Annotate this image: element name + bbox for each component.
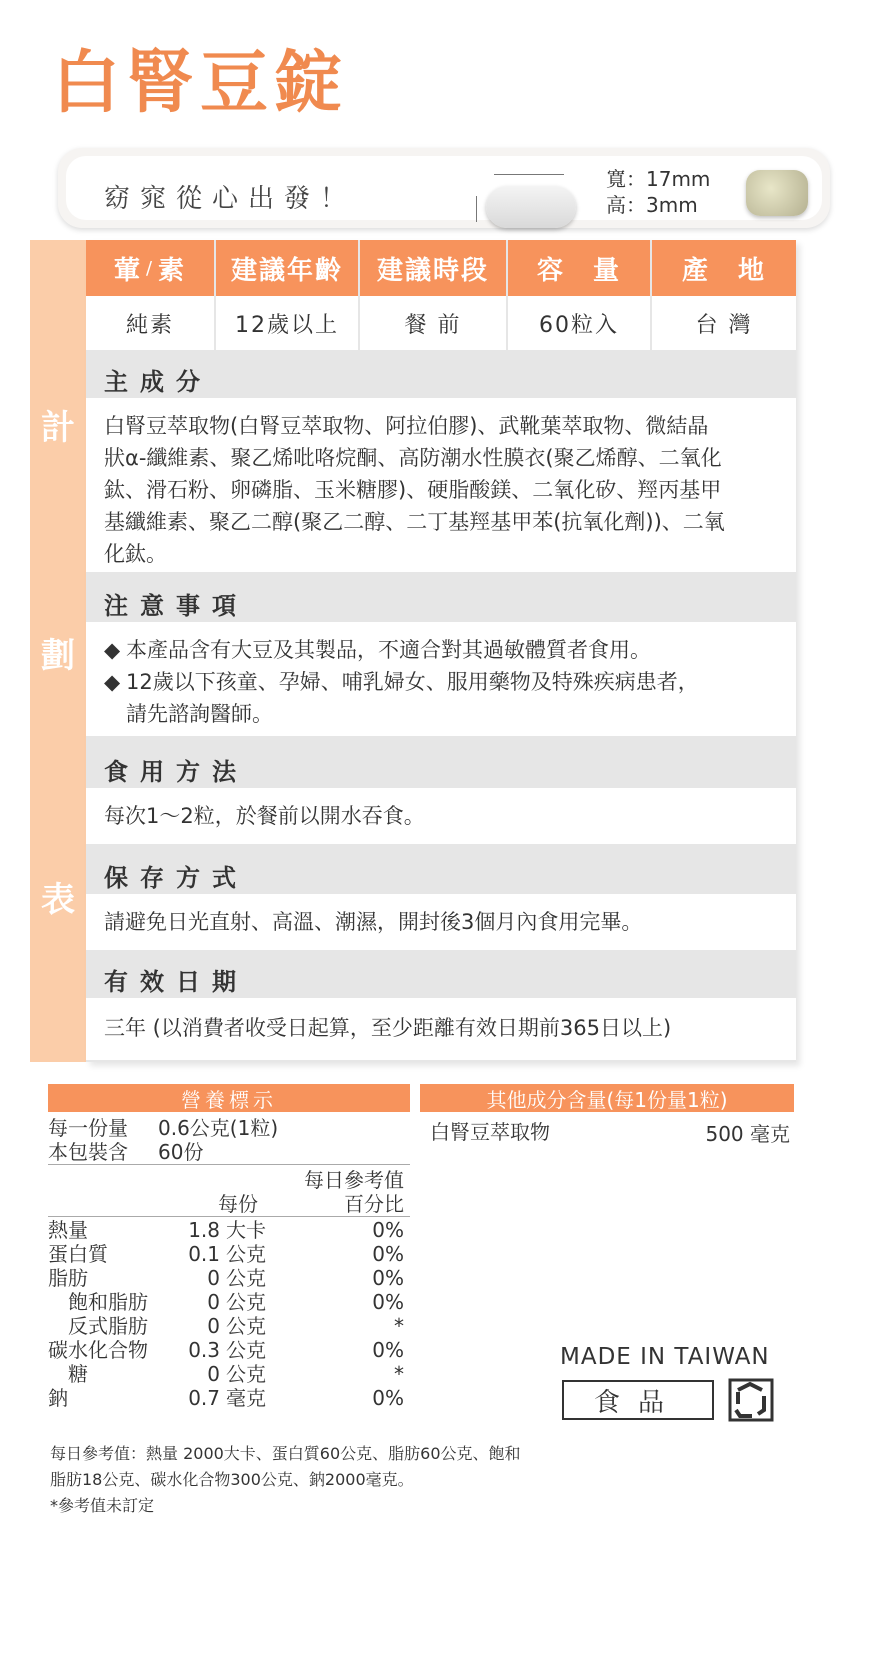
pack-label: 本包裝含	[48, 1140, 128, 1164]
caution-body	[86, 622, 796, 736]
slogan-text: 窈窕從心出發！	[104, 184, 357, 214]
nutrient-unit: 大卡	[226, 1218, 266, 1242]
nutrient-amount: 0	[207, 1290, 220, 1314]
header-vegan	[86, 240, 214, 296]
nutrient-amount: 0	[207, 1266, 220, 1290]
side-label-2: 劃	[41, 636, 75, 676]
nutrient-name: 糖	[68, 1362, 88, 1386]
nutrient-dv: 0%	[372, 1386, 404, 1410]
value-timing: 餐 前	[360, 296, 506, 350]
header-vegan-a: 葷	[113, 255, 142, 286]
nutrient-amount: 0.7	[188, 1386, 220, 1410]
tablet-crosssection-image	[746, 170, 808, 216]
storage-body	[86, 894, 796, 950]
product-title: 白腎豆錠	[52, 44, 349, 123]
nutrient-amount: 0.3	[188, 1338, 220, 1362]
nutrient-amount: 0	[207, 1314, 220, 1338]
nutrient-dv: 0%	[372, 1290, 404, 1314]
serving-value: 0.6公克(1粒)	[158, 1116, 279, 1140]
expiry-title: 有效日期	[104, 968, 248, 996]
nutrient-unit: 公克	[226, 1362, 266, 1386]
per-serving-header: 每份	[218, 1192, 258, 1216]
nutrient-name: 熱量	[48, 1218, 88, 1242]
expiry-text: 三年 (以消費者收受日起算，至少距離有效日期前365日以上)	[104, 1016, 672, 1040]
ingredients-line: 鈦、滑石粉、卵磷脂、玉米糖膠)、硬脂酸鎂、二氧化矽、羥丙基甲	[104, 478, 722, 502]
nutrient-amount: 1.8	[188, 1218, 220, 1242]
header-age: 建議年齡	[216, 240, 358, 296]
header-timing: 建議時段	[360, 240, 506, 296]
reference-note: *參考值未訂定	[50, 1496, 155, 1515]
recycle-icon	[728, 1378, 774, 1422]
ingredients-line: 化鈦。	[104, 542, 167, 566]
bullet-diamond-icon: ◆	[104, 638, 121, 662]
usage-title: 食用方法	[104, 758, 248, 786]
nutrient-unit: 公克	[226, 1338, 266, 1362]
bullet-spacer	[104, 698, 126, 730]
nutrition-title: 營養標示	[48, 1084, 410, 1112]
dv-header-2: 百分比	[344, 1192, 404, 1216]
side-label-1: 計	[41, 408, 75, 448]
bullet-diamond-icon: ◆	[104, 670, 121, 694]
serving-label: 每一份量	[48, 1116, 128, 1140]
caution-item-continued	[104, 698, 778, 730]
nutrition-divider	[48, 1216, 410, 1217]
nutrient-name: 反式脂肪	[68, 1314, 148, 1338]
height-label: 高：3mm	[606, 193, 698, 217]
ingredients-line: 基纖維素、聚乙二醇(聚乙二醇、二丁基羥基甲苯(抗氧化劑))、二氧	[104, 510, 725, 534]
slogan-inner	[66, 156, 822, 220]
nutrient-amount: 0	[207, 1362, 220, 1386]
nutrient-unit: 公克	[226, 1314, 266, 1338]
ingredients-title: 主成分	[104, 368, 212, 396]
food-label: 食品	[562, 1380, 714, 1420]
ingredients-body	[86, 398, 796, 572]
tablet-image	[486, 186, 576, 228]
nutrient-dv: *	[394, 1362, 404, 1386]
caution-item	[104, 666, 778, 698]
value-age: 12歲以上	[216, 296, 358, 350]
height-measure-line	[476, 196, 484, 222]
nutrient-name: 飽和脂肪	[68, 1290, 148, 1314]
nutrient-dv: *	[394, 1314, 404, 1338]
tablet-dimensions	[606, 166, 710, 218]
slogan-box	[58, 148, 830, 228]
nutrient-unit: 公克	[226, 1266, 266, 1290]
other-title: 其他成分含量(每1份量1粒)	[420, 1084, 794, 1112]
header-vegan-b: 素	[158, 255, 187, 286]
nutrient-name: 脂肪	[48, 1266, 88, 1290]
nutrient-dv: 0%	[372, 1338, 404, 1362]
nutrient-dv: 0%	[372, 1218, 404, 1242]
value-vegan: 純素	[86, 296, 214, 350]
nutrient-name: 鈉	[48, 1386, 68, 1410]
width-measure-line	[494, 174, 564, 182]
tablet-illustration	[446, 168, 566, 228]
value-capacity: 60粒入	[508, 296, 650, 350]
other-item-value: 500 毫克	[705, 1122, 790, 1146]
caution-text: 本產品含有大豆及其製品，不適合對其過敏體質者食用。	[126, 638, 651, 662]
reference-note: 脂肪18公克、碳水化合物300公克、鈉2000毫克。	[50, 1470, 414, 1489]
nutrient-dv: 0%	[372, 1242, 404, 1266]
caution-item	[104, 634, 778, 666]
storage-text: 請避免日光直射、高溫、潮濕，開封後3個月內食用完畢。	[104, 910, 643, 934]
nutrient-amount: 0.1	[188, 1242, 220, 1266]
nutrient-name: 蛋白質	[48, 1242, 108, 1266]
made-in-taiwan: MADE IN TAIWAN	[560, 1344, 770, 1370]
usage-text: 每次1～2粒，於餐前以開水吞食。	[104, 804, 425, 828]
value-origin: 台 灣	[652, 296, 796, 350]
nutrient-unit: 公克	[226, 1242, 266, 1266]
dv-header-1: 每日參考值	[304, 1168, 404, 1192]
reference-note: 每日參考值：熱量 2000大卡、蛋白質60公克、脂肪60公克、飽和	[50, 1444, 521, 1463]
caution-title: 注意事項	[104, 592, 248, 620]
side-label-3: 表	[41, 880, 75, 920]
other-item-name: 白腎豆萃取物	[430, 1120, 550, 1144]
nutrient-dv: 0%	[372, 1266, 404, 1290]
expiry-body	[86, 998, 796, 1060]
header-capacity: 容 量	[508, 240, 650, 296]
header-vegan-slash: /	[145, 257, 155, 279]
nutrient-unit: 毫克	[226, 1386, 266, 1410]
ingredients-line: 狀α-纖維素、聚乙烯吡咯烷酮、高防潮水性膜衣(聚乙烯醇、二氧化	[104, 446, 722, 470]
storage-title: 保存方式	[104, 864, 248, 892]
nutrient-unit: 公克	[226, 1290, 266, 1314]
ingredients-line: 白腎豆萃取物(白腎豆萃取物、阿拉伯膠)、武靴葉萃取物、微結晶	[104, 414, 709, 438]
nutrient-name: 碳水化合物	[48, 1338, 148, 1362]
width-label: 寬：17mm	[606, 167, 711, 191]
pack-value: 60份	[158, 1140, 204, 1164]
nutrition-divider	[48, 1164, 410, 1165]
usage-body	[86, 788, 796, 844]
caution-text: 12歲以下孩童、孕婦、哺乳婦女、服用藥物及特殊疾病患者，	[126, 670, 699, 694]
header-origin: 產 地	[652, 240, 796, 296]
caution-text: 請先諮詢醫師。	[126, 702, 273, 726]
